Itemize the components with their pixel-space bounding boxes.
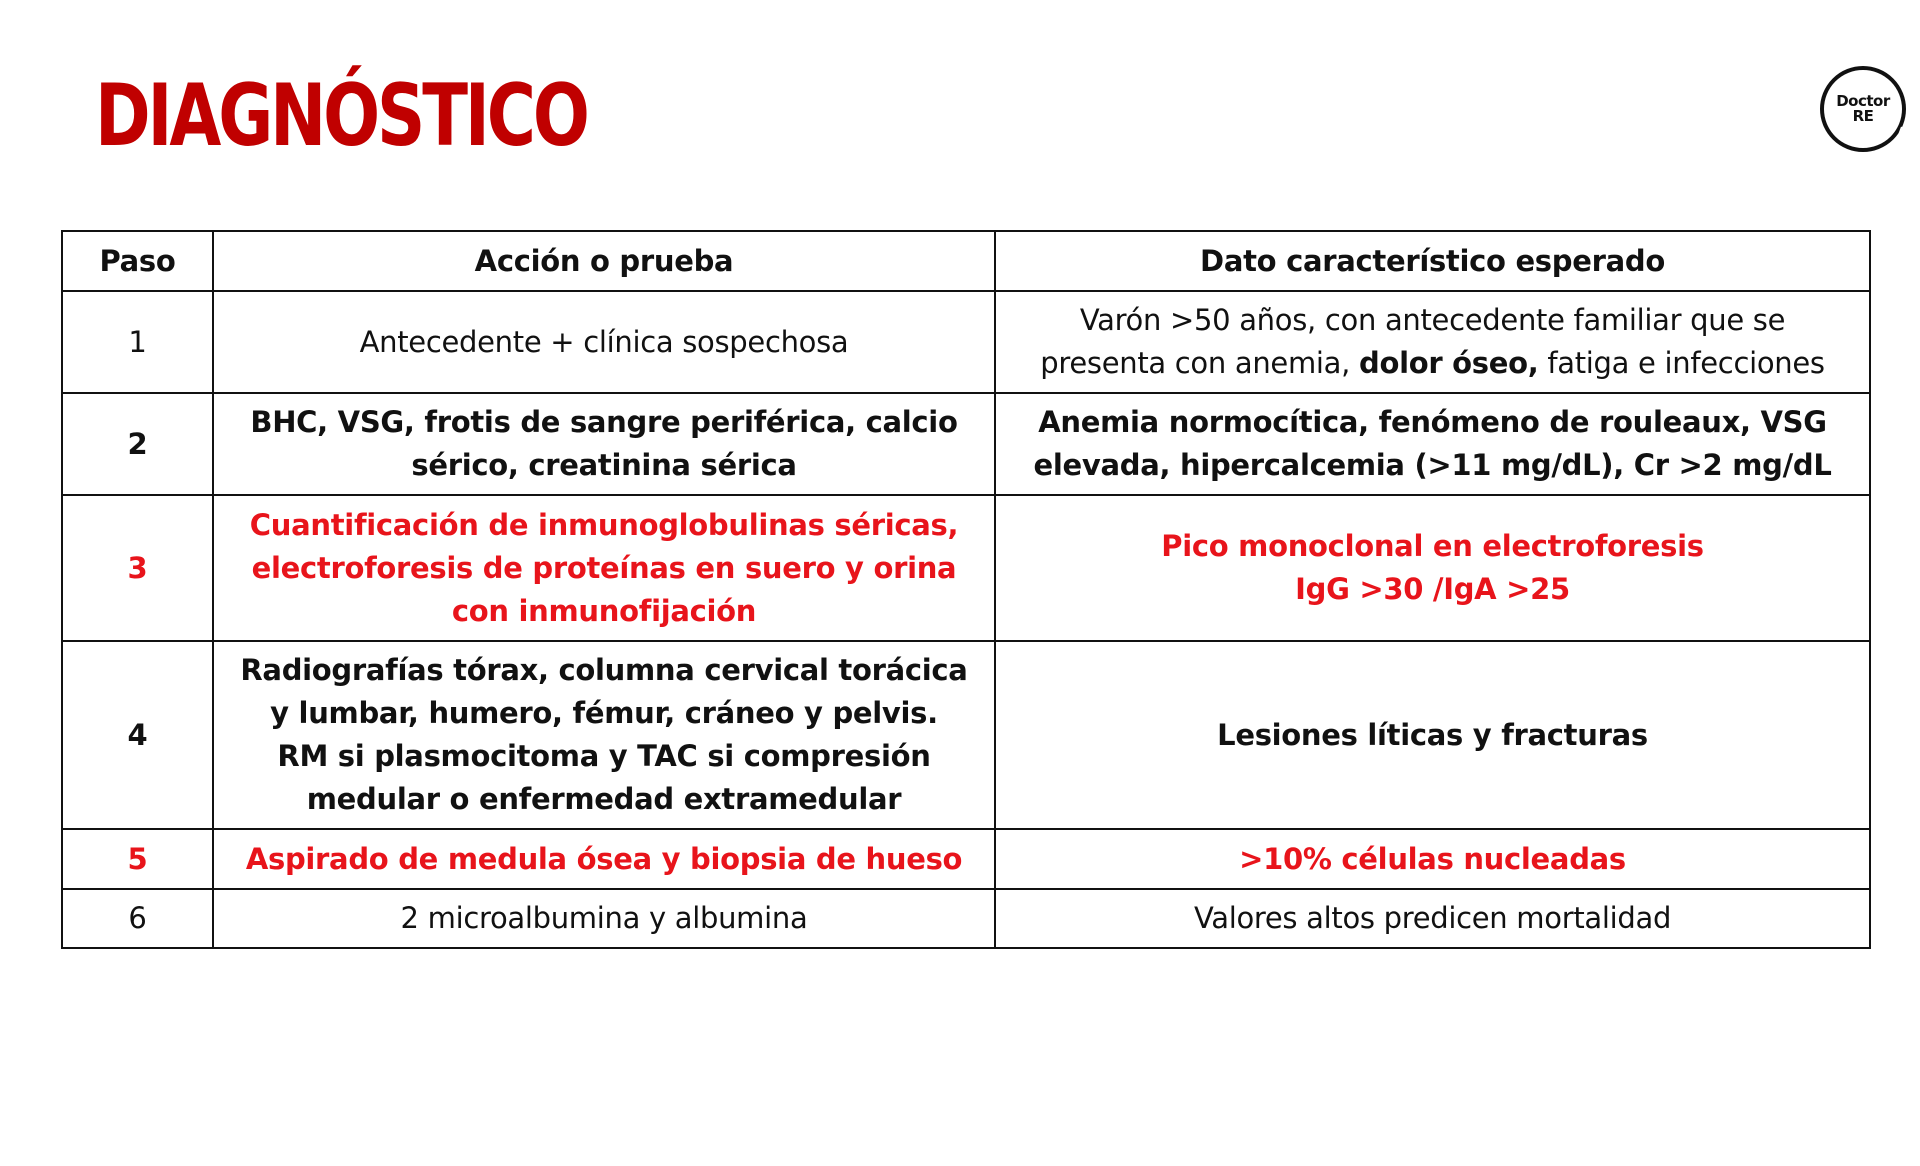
step-number: 2 xyxy=(62,393,213,495)
action-line: sérico, creatinina sérica xyxy=(411,448,797,482)
expected-text: presenta con anemia, xyxy=(1040,346,1359,380)
table-row xyxy=(62,393,1870,495)
action-cell: Aspirado de medula ósea y biopsia de hueso xyxy=(213,829,995,889)
step-number: 5 xyxy=(62,829,213,889)
page-title: DIAGNÓSTICO xyxy=(95,66,587,166)
action-line: Cuantificación de inmunoglobulinas séricas, xyxy=(249,507,959,542)
doctor-re-logo xyxy=(1820,66,1906,152)
expected-line: IgG >30 /IgA >25 xyxy=(1295,572,1570,606)
step-number: 1 xyxy=(62,291,213,393)
action-line: electroforesis de proteínas en suero y orina xyxy=(251,550,957,585)
expected-line: Anemia normocítica, fenómeno de rouleaux, VSG xyxy=(1038,405,1827,439)
expected-line: Varón >50 años, con antecedente familiar que se xyxy=(1079,303,1786,337)
header-accion: Acción o prueba xyxy=(213,231,995,291)
action-cell xyxy=(213,393,995,495)
table-row xyxy=(62,291,1870,393)
action-cell: Antecedente + clínica sospechosa xyxy=(213,291,995,393)
table-row xyxy=(62,495,1870,641)
expected-line: elevada, hipercalcemia (>11 mg/dL), Cr >2 mg/dL xyxy=(1033,448,1832,482)
expected-cell: >10% células nucleadas xyxy=(995,829,1870,889)
table-row xyxy=(62,829,1870,889)
table-row xyxy=(62,641,1870,829)
expected-cell xyxy=(995,393,1870,495)
table-header-row xyxy=(62,231,1870,291)
action-line: BHC, VSG, frotis de sangre periférica, calcio xyxy=(250,405,958,439)
expected-cell: Lesiones líticas y fracturas xyxy=(995,641,1870,829)
expected-bold-text: dolor óseo, xyxy=(1358,346,1539,380)
diagnosis-table xyxy=(61,230,1871,949)
logo-line-1: Doctor xyxy=(1836,92,1890,110)
expected-line xyxy=(1008,342,1857,385)
expected-cell xyxy=(995,495,1870,641)
expected-text: fatiga e infecciones xyxy=(1538,346,1825,380)
expected-line: Pico monoclonal en electroforesis xyxy=(1161,529,1704,563)
action-cell xyxy=(213,641,995,829)
expected-cell: Valores altos predicen mortalidad xyxy=(995,889,1870,948)
action-line: con inmunofijación xyxy=(451,593,757,628)
header-paso: Paso xyxy=(62,231,213,291)
step-number: 4 xyxy=(62,641,213,829)
action-cell xyxy=(213,495,995,641)
table-row xyxy=(62,889,1870,948)
step-number: 3 xyxy=(62,495,213,641)
action-line: RM si plasmocitoma y TAC si compresión xyxy=(277,739,931,773)
action-line: y lumbar, humero, fémur, cráneo y pelvis. xyxy=(270,696,938,730)
action-line: Radiografías tórax, columna cervical torácica xyxy=(240,653,968,687)
logo-line-2: RE xyxy=(1852,107,1874,125)
step-number: 6 xyxy=(62,889,213,948)
expected-cell xyxy=(995,291,1870,393)
header-dato: Dato característico esperado xyxy=(995,231,1870,291)
action-cell: 2 microalbumina y albumina xyxy=(213,889,995,948)
action-line: medular o enfermedad extramedular xyxy=(306,782,902,816)
